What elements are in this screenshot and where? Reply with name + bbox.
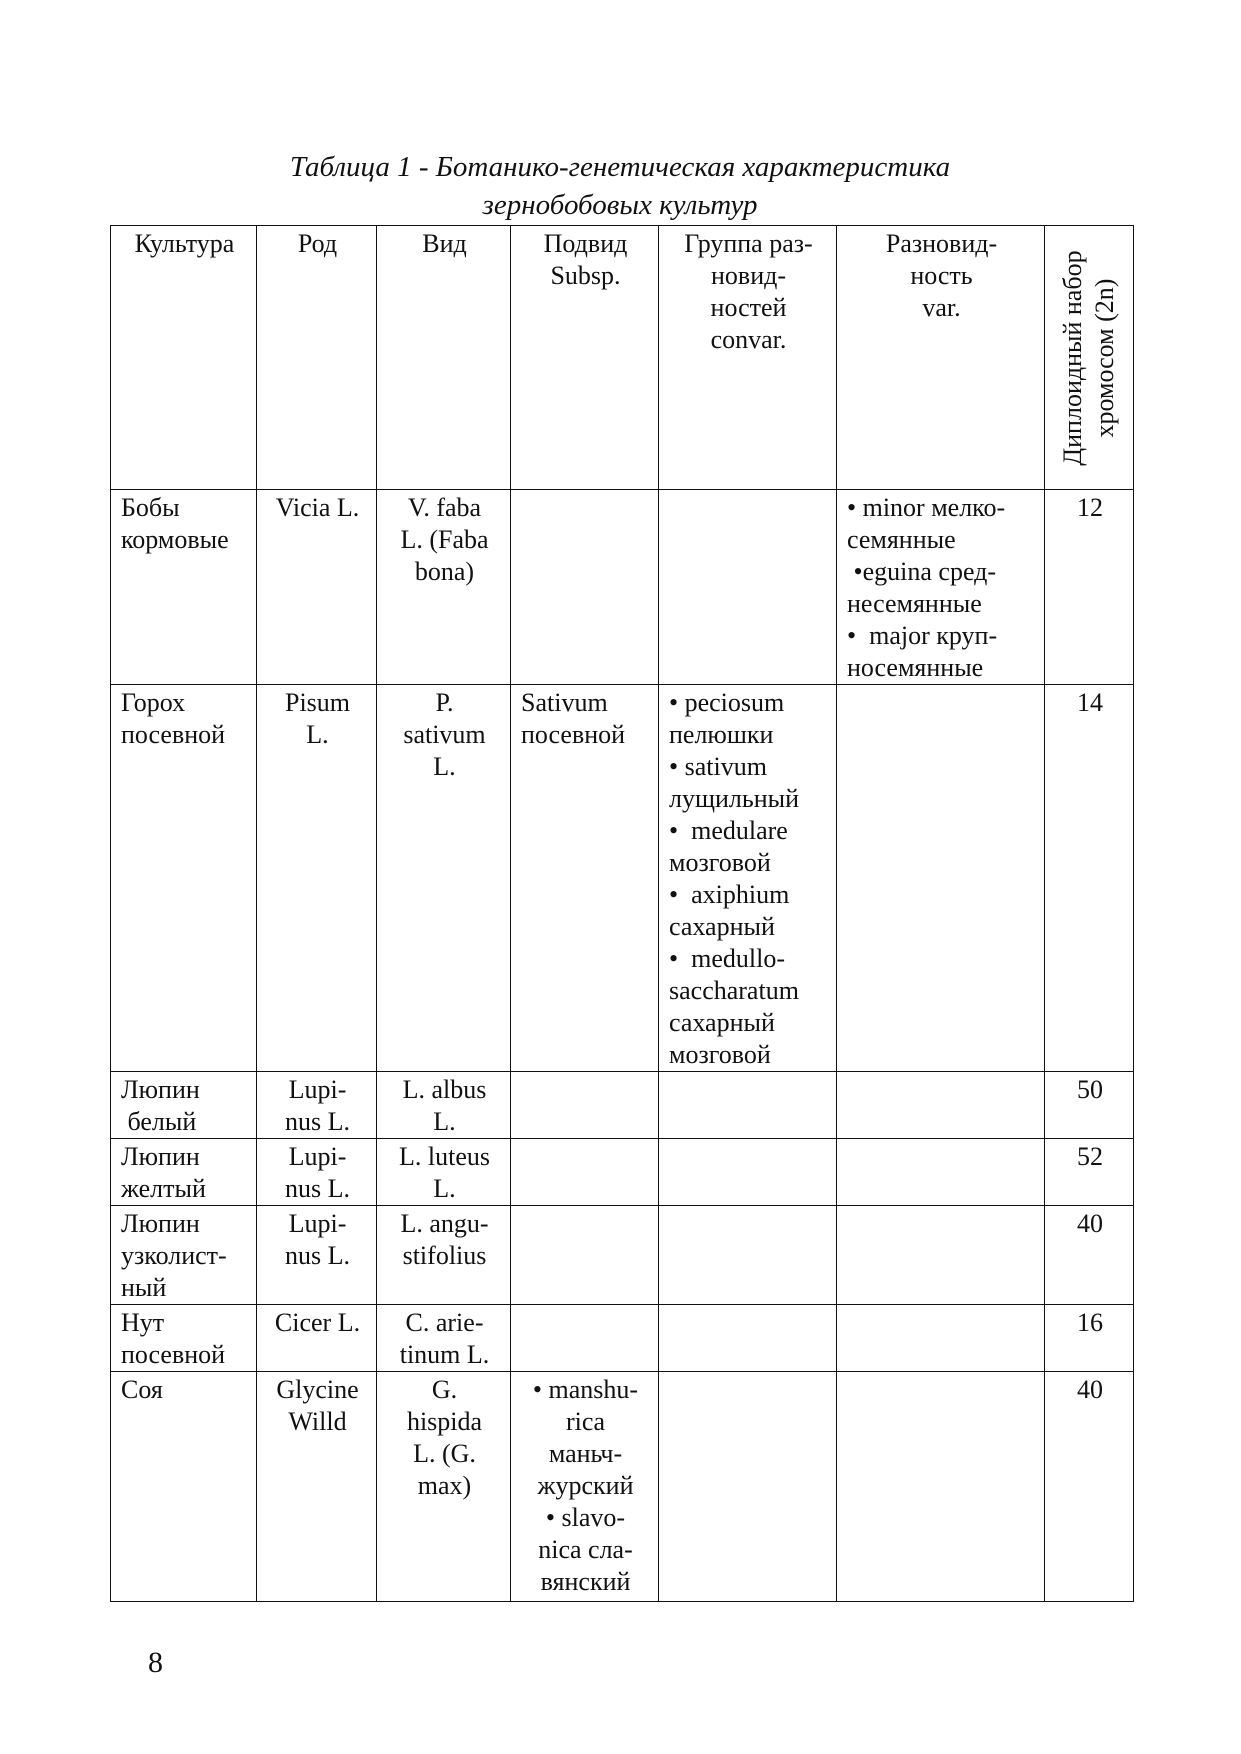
cell-culture: [111, 490, 257, 685]
cell-line: •eguina сред-: [847, 557, 997, 586]
cell-line: • minor мелко-: [847, 493, 1006, 522]
header-line: Группа раз-: [684, 229, 813, 258]
caption-line-1: Таблица 1 - Ботанико-генетическая характеристика: [289, 151, 951, 183]
header-line: convar.: [710, 325, 787, 354]
cell-line: V. faba: [407, 493, 482, 522]
table-row: [111, 685, 1134, 1072]
cell-genus: [257, 1072, 377, 1139]
table-body: [111, 490, 1134, 1602]
cell-line: семянные: [847, 525, 956, 554]
cell-species: [377, 1372, 511, 1602]
cell-culture: [111, 1372, 257, 1602]
cell-culture: [111, 1305, 257, 1372]
cell-line: Нут: [121, 1308, 165, 1337]
cell-line: L.: [306, 720, 329, 749]
cell-line: C. arie-: [405, 1308, 484, 1337]
cell-line: stifolius: [402, 1241, 487, 1270]
cell-line: • major круп-: [847, 621, 998, 650]
cell-var: [837, 1139, 1045, 1206]
header-chromosomes: [1045, 226, 1134, 490]
cell-line: несемянные: [847, 589, 982, 618]
cell-subsp: [511, 685, 659, 1072]
cell-line: Glycine: [276, 1375, 359, 1404]
cell-line: Lupi-: [288, 1075, 347, 1104]
cell-line: • peciosum: [669, 688, 785, 717]
cell-var: [837, 1372, 1045, 1602]
cell-line: Sativum: [521, 688, 608, 717]
header-var: [837, 226, 1045, 490]
cell-subsp: [511, 1139, 659, 1206]
header-convar: [659, 226, 837, 490]
cell-line: rica: [566, 1407, 605, 1436]
cell-line: Cicer L.: [274, 1308, 361, 1337]
cell-line: носемянные: [847, 653, 984, 682]
cell-genus: [257, 1139, 377, 1206]
table-row: [111, 1072, 1134, 1139]
cell-line: nus L.: [285, 1241, 350, 1270]
cell-line: Люпин: [121, 1142, 200, 1171]
cell-line: лущильный: [669, 784, 800, 813]
cell-convar: [659, 685, 837, 1072]
cell-species: [377, 685, 511, 1072]
cell-line: Горох: [121, 688, 186, 717]
cell-line: L. angu-: [400, 1209, 489, 1238]
cell-line: Люпин: [121, 1209, 200, 1238]
table-row: [111, 1206, 1134, 1305]
page-number: 8: [148, 1646, 163, 1679]
header-line: ностей: [710, 293, 787, 322]
header-line: ность: [910, 261, 973, 290]
cell-line: Lupi-: [288, 1142, 347, 1171]
cell-culture: [111, 1072, 257, 1139]
table-caption: [110, 148, 1130, 224]
header-line: var.: [922, 293, 961, 322]
cell-subsp: [511, 1372, 659, 1602]
cell-var: [837, 685, 1045, 1072]
header-chromosomes-label: Диплоидный набор хромосом (2n): [1058, 250, 1119, 466]
cell-subsp: [511, 1072, 659, 1139]
cell-convar: [659, 1072, 837, 1139]
cell-line: max): [417, 1471, 472, 1500]
header-row: [111, 226, 1134, 490]
cell-var: [837, 1206, 1045, 1305]
cell-line: белый: [121, 1107, 197, 1136]
cell-convar: [659, 1206, 837, 1305]
header-line: Разновид-: [885, 229, 998, 258]
cell-line: сахарный: [669, 912, 775, 941]
cell-line: желтый: [121, 1174, 206, 1203]
table-row: [111, 1139, 1134, 1206]
cell-species: [377, 1139, 511, 1206]
cell-line: маньч-: [548, 1439, 623, 1468]
cell-line: • axiphium: [669, 880, 790, 909]
cell-line: L.: [433, 1107, 456, 1136]
cell-line: Pisum: [284, 688, 351, 717]
cell-line: hispida: [406, 1407, 483, 1436]
header-line: Subsp.: [550, 261, 621, 290]
cell-species: [377, 1305, 511, 1372]
cell-line: сахарный: [669, 1008, 775, 1037]
cell-line: L. (Faba: [400, 525, 489, 554]
cell-line: • slavo-: [545, 1503, 626, 1532]
header-culture: Культура: [111, 226, 257, 490]
cell-line: saccharatum: [669, 976, 799, 1005]
cell-line: nus L.: [285, 1174, 350, 1203]
cell-line: журский: [537, 1471, 634, 1500]
table-row: [111, 490, 1134, 685]
cell-genus: [257, 1372, 377, 1602]
cell-line: ный: [121, 1273, 167, 1302]
cell-species: [377, 1072, 511, 1139]
cell-line: мозговой: [669, 848, 771, 877]
cell-line: пелюшки: [669, 720, 774, 749]
header-genus: Род: [257, 226, 377, 490]
header-line: Подвид: [543, 229, 628, 258]
cell-chromosomes: 52: [1045, 1139, 1134, 1206]
header-subsp: [511, 226, 659, 490]
cell-convar: [659, 1305, 837, 1372]
cell-var: [837, 1305, 1045, 1372]
cell-subsp: [511, 1305, 659, 1372]
cell-chromosomes: 50: [1045, 1072, 1134, 1139]
cell-var: [837, 1072, 1045, 1139]
cell-species: [377, 1206, 511, 1305]
cell-line: L. (G.: [413, 1439, 476, 1468]
cell-subsp: [511, 490, 659, 685]
cell-chromosomes: 16: [1045, 1305, 1134, 1372]
cell-line: посевной: [521, 720, 626, 749]
cell-line: tinum L.: [399, 1340, 490, 1369]
cell-line: • manshu-: [532, 1375, 639, 1404]
cell-species: [377, 490, 511, 685]
cell-line: Соя: [121, 1375, 163, 1404]
cell-chromosomes: 12: [1045, 490, 1134, 685]
cell-line: Lupi-: [288, 1209, 347, 1238]
cell-line: Vicia L.: [275, 493, 360, 522]
cell-line: мозговой: [669, 1040, 771, 1069]
cell-line: узколист-: [121, 1241, 227, 1270]
cell-line: L.: [433, 752, 456, 781]
crops-table: [110, 225, 1134, 1602]
cell-genus: [257, 490, 377, 685]
cell-line: Бобы: [121, 493, 180, 522]
table-row: [111, 1305, 1134, 1372]
cell-line: L. albus: [402, 1075, 487, 1104]
cell-convar: [659, 1139, 837, 1206]
cell-culture: [111, 1206, 257, 1305]
cell-line: посевной: [121, 720, 226, 749]
cell-line: Willd: [288, 1407, 347, 1436]
cell-var: [837, 490, 1045, 685]
cell-line: Люпин: [121, 1075, 200, 1104]
cell-line: • sativum: [669, 752, 767, 781]
cell-chromosomes: 40: [1045, 1206, 1134, 1305]
cell-subsp: [511, 1206, 659, 1305]
cell-line: кормовые: [121, 525, 229, 554]
cell-culture: [111, 1139, 257, 1206]
header-species: Вид: [377, 226, 511, 490]
cell-line: вянский: [540, 1567, 631, 1596]
cell-line: nica сла-: [538, 1535, 633, 1564]
cell-chromosomes: 14: [1045, 685, 1134, 1072]
cell-chromosomes: 40: [1045, 1372, 1134, 1602]
cell-genus: [257, 685, 377, 1072]
cell-culture: [111, 685, 257, 1072]
table-row: [111, 1372, 1134, 1602]
cell-line: L.: [433, 1174, 456, 1203]
caption-line-2: зернобобовых культур: [482, 189, 758, 221]
cell-convar: [659, 490, 837, 685]
cell-line: • medullo-: [669, 944, 785, 973]
cell-line: bona): [414, 557, 475, 586]
cell-line: • medulare: [669, 816, 788, 845]
cell-convar: [659, 1372, 837, 1602]
cell-line: P.: [435, 688, 454, 717]
cell-line: L. luteus: [399, 1142, 490, 1171]
cell-line: sativum: [403, 720, 486, 749]
cell-line: посевной: [121, 1340, 226, 1369]
cell-genus: [257, 1305, 377, 1372]
cell-line: nus L.: [285, 1107, 350, 1136]
cell-line: G.: [431, 1375, 458, 1404]
header-line: новид-: [711, 261, 786, 290]
cell-genus: [257, 1206, 377, 1305]
